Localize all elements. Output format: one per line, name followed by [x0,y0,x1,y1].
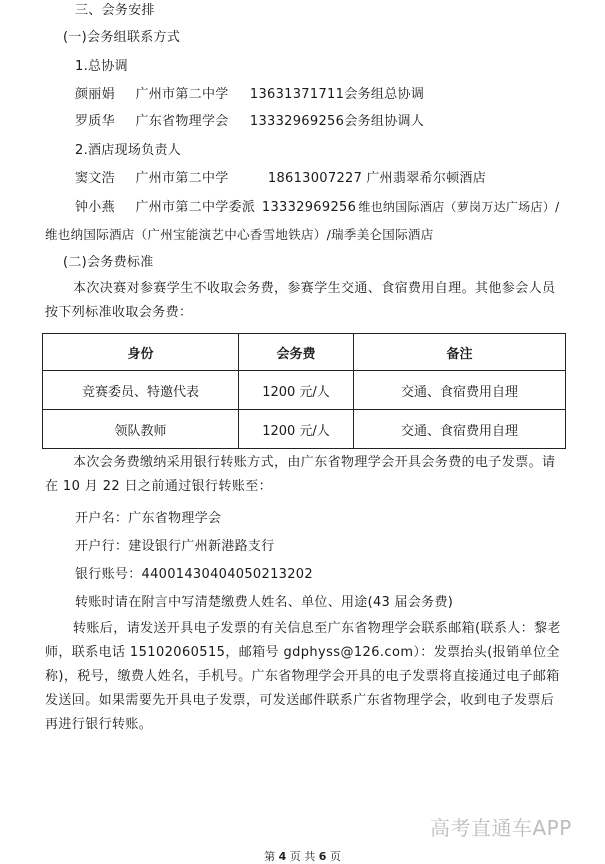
payment-intro-text: 本次会务费缴纳采用银行转账方式，由广东省物理学会开具会务费的电子发票。请在 10 月 22 日之前通过银行转账至： [45,455,556,494]
coordinator-row [75,86,424,104]
invoice-note-paragraph [45,617,565,737]
account-number: 银行账号：44001430404050213202 [75,567,313,582]
account-name: 开户名：广东省物理学会 [75,511,222,526]
footer-page-number: 4 [278,850,287,863]
hotel-contact-heading: 2.酒店现场负责人 [75,143,182,158]
coordinator-row [75,113,424,131]
fee-table [42,333,566,449]
footer-post: 页 [329,850,341,863]
fee-table-cell: 1200 元/人 [239,371,354,410]
table-row [43,410,566,449]
hotel-contact-row [75,170,486,188]
hotel-contact-hotel: 维也纳国际酒店（萝岗万达广场店）/ [358,200,560,214]
hotel-contact-org: 广州市第二中学 [135,171,229,186]
coordinator-phone: 13631371711 [249,87,345,102]
general-coordinator-heading: 1.总协调 [75,59,128,74]
footer-mid: 页 共 [289,850,316,863]
fee-table-header: 身份 [43,334,239,371]
invoice-note-text: 转账后，请发送开具电子发票的有关信息至广东省物理学会联系邮箱(联系人：黎老师，联系电话 15102060515，邮箱号 gdphyss@126.com）：发票抬头(报销单位全称)，税号，缴费人姓名，手机号。广东省物理学会开具的电子发票将直接通过电子邮箱发送回。如果需要先开具电子发票，可发送邮件联系广东省物理学会，收到电子发票后再进行银行转账。 [45,621,561,732]
footer-total-pages: 6 [318,850,327,863]
hotel-contact-phone: 13332969256 [261,200,357,215]
coordinator-name: 罗质华 [75,114,115,129]
hotel-contact-hotel: 广州翡翠希尔顿酒店 [366,171,487,186]
fee-intro-paragraph [45,277,565,325]
subsection-contact-heading: (一)会务组联系方式 [63,30,181,45]
hotel-continuation: 维也纳国际酒店（广州宝能演艺中心香雪地铁店）/瑞季美仑国际酒店 [45,227,434,242]
fee-table-header-row [43,334,566,371]
coordinator-org: 广州市第二中学 [135,87,229,102]
payment-intro-paragraph [45,451,565,499]
section-heading: 三、会务安排 [75,3,155,18]
subsection-fee-heading: (二)会务费标准 [63,255,154,270]
hotel-contact-org: 广州市第二中学委派 [135,200,256,215]
coordinator-role: 会务组总协调 [344,87,425,102]
hotel-contact-name: 窦文浩 [75,171,115,186]
hotel-contact-name: 钟小燕 [75,200,115,215]
watermark: 高考直通车APP [430,816,572,840]
transfer-note: 转账时请在附言中写清楚缴费人姓名、单位、用途(43 届会务费) [75,595,454,610]
table-row [43,371,566,410]
footer-pre: 第 [264,850,276,863]
fee-table-cell: 领队教师 [43,410,239,449]
coordinator-org: 广东省物理学会 [135,114,229,129]
fee-table-header: 会务费 [239,334,354,371]
bank-name: 开户行：建设银行广州新港路支行 [75,539,275,554]
fee-table-cell: 竞赛委员、特邀代表 [43,371,239,410]
hotel-contact-row [75,198,559,217]
page-footer [0,848,605,864]
coordinator-name: 颜丽娟 [75,87,115,102]
fee-intro-text: 本次决赛对参赛学生不收取会务费，参赛学生交通、食宿费用自理。其他参会人员按下列标准收取会务费： [45,281,556,320]
coordinator-role: 会务组协调人 [344,114,425,129]
fee-table-cell: 交通、食宿费用自理 [354,410,566,449]
fee-table-cell: 1200 元/人 [239,410,354,449]
hotel-contact-phone: 18613007227 [267,171,363,186]
fee-table-header: 备注 [354,334,566,371]
coordinator-phone: 13332969256 [249,114,345,129]
fee-table-cell: 交通、食宿费用自理 [354,371,566,410]
